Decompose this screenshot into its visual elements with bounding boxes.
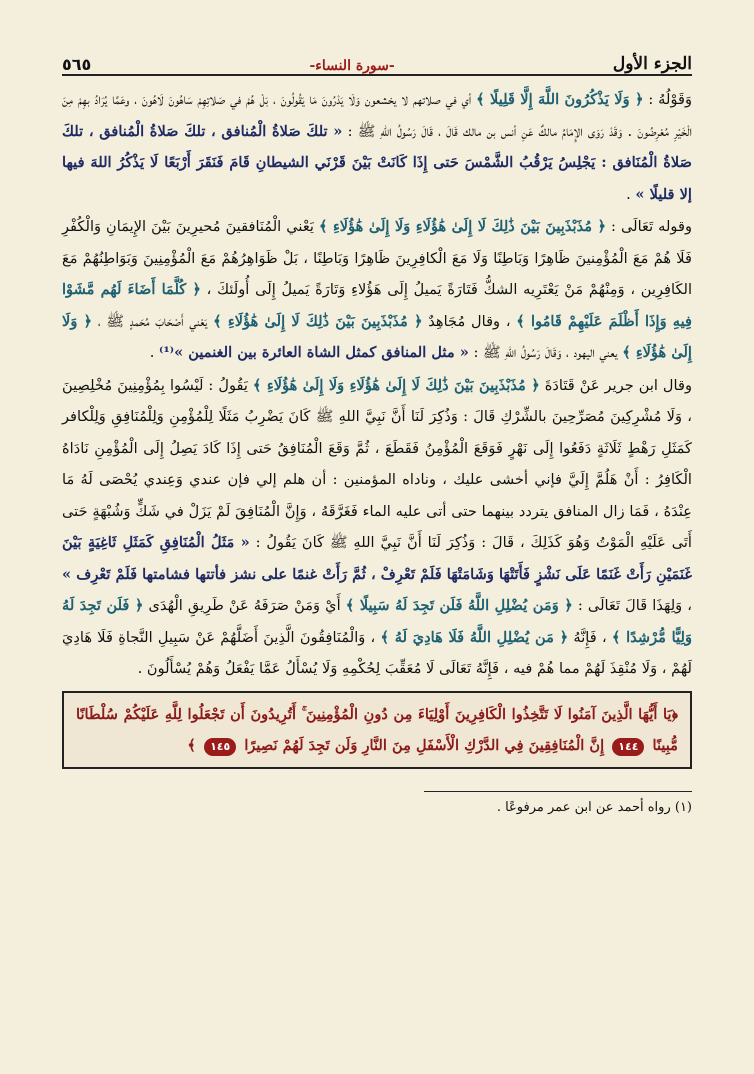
text-run: ، وقال مُجَاهِدٌ	[422, 312, 517, 330]
text-run: يعني اليهود ، وَقَالَ رَسُولُ اللهِ ﷺ :	[468, 344, 623, 361]
text-run: .	[149, 344, 159, 361]
text-run: يَعْني أَصْحَابَ مُحَمدٍ ﷺ ،	[92, 312, 214, 330]
quran-quote: ﴿ مَن يُضْلِلِ اللَّهُ فَلَا هَادِيَ لَهُ ﴾	[380, 628, 569, 646]
surah-title: -سورة النساء-	[309, 58, 395, 74]
text-run: وَقَوْلُهُ :	[643, 91, 693, 108]
text-run: ، وَالْمُنَافِقُونَ الَّذِينَ أَضَلَّهُمْ عَنْ سَبِيلِ النَّجاةِ فَلَا هَادِيَ لَهُمْ ، وَلَا مُنْقِذَ لَهُمْ مما هُمْ فيه ، فَإِنَّهُ تَعَالَى لَا مُعَقِّبَ لِحُكْمِهِ وَلَا يُسْأَلُ عَمَّا يَفْعَلُ وَهُمْ يُسْأَلُونَ .	[62, 628, 692, 677]
text-run: .	[626, 185, 636, 203]
quran-quote: ﴿ وَلَا يَذْكُرُونَ اللَّهَ إِلَّا قَلِيلًا ﴾	[476, 91, 644, 108]
part-title: الجزء الأول	[612, 54, 692, 74]
paragraph	[62, 211, 692, 369]
footnote-separator	[424, 791, 692, 792]
verse-text: إِنَّ الْمُنَافِقِينَ فِي الدَّرْكِ الْأَسْفَلِ مِنَ النَّارِ وَلَن تَجِدَ لَهُمْ نَصِيرًا	[244, 736, 605, 754]
hadith-quote: « مَثَلُ الْمُنَافِقِ كَمَثَلِ ثَاغِيَةٍ بَيْنَ غَنَمَيْنِ رَأَتْ غَنَمًا عَلَى نَشْزٍ فَأَتَتْهَا وَشَامَتْهَا فَلَمْ تَعْرِفْ ، ثُمَّ رَأَتْ غنمًا على نشز فأتتها فشامتها فَلَمْ تَعْرِف »	[62, 534, 692, 583]
commentary-text	[62, 84, 692, 685]
quran-quote: ﴿ مُذَبْذَبِينَ بَيْنَ ذَٰلِكَ لَا إِلَىٰ هَٰؤُلَاءِ ﴾	[213, 312, 423, 330]
footnote: (١) رواه أحمد عن ابن عمر مرفوعًا .	[496, 799, 692, 815]
text-run: وقال ابن جرير عَنْ قَتَادَةَ	[539, 376, 692, 394]
verse-number: ١٤٤	[612, 738, 644, 756]
verse-box	[62, 691, 692, 769]
verse-close-bracket: ﴾	[187, 736, 196, 754]
paragraph	[62, 84, 692, 210]
quran-quote: ﴿ وَلَا إِلَىٰ هَٰؤُلَاءِ ﴾	[62, 312, 692, 361]
text-run: أي في صلاتهم لا يخشعون وَلَا يَدْرُونَ مَا يَقُولُونَ ، بَلْ هُمْ في صَلاتِهِمْ سَاهُونَ لَاهُونَ ، وعَمَّا يُرَادُ بهِمْ مِنَ الْخَيْرِ مُعْرِضُونَ . وَقَدْ رَوَى الإِمَامُ مالكٌ عَنِ أنس بن مالك قَالَ ، قَالَ رَسُولُ اللهِ ﷺ :	[62, 91, 692, 140]
text-run: ، وَلِهَذَا قَالَ تَعَالَى :	[572, 597, 692, 614]
verse-number: ١٤٥	[204, 738, 236, 756]
text-run: أَيْ وَمَنْ صَرَفَهُ عَنْ طَرِيقِ الْهُدَى	[143, 597, 346, 614]
quran-quote: ﴿ فَلَن تَجِدَ لَهُ وَلِيًّا مُّرْشِدًا ﴾	[62, 597, 692, 646]
page-number: ٥٦٥	[62, 55, 92, 74]
verse-text: ﴿يَا أَيُّهَا الَّذِينَ آمَنُوا لَا تَتَّخِذُوا الْكَافِرِينَ أَوْلِيَاءَ مِن دُونِ الْمُؤْمِنِينَ ۚ أَتُرِيدُونَ أَن تَجْعَلُوا لِلَّهِ عَلَيْكُمْ سُلْطَانًا مُّبِينًا	[76, 705, 678, 754]
quran-quote: ﴿ مُذَبْذَبِينَ بَيْنَ ذَٰلِكَ لَا إِلَىٰ هَٰؤُلَاءِ وَلَا إِلَىٰ هَٰؤُلَاءِ ﴾	[318, 218, 607, 235]
text-run: يَقُولُ : لَيْسُوا بِمُؤْمِنِينَ مُخْلِصِينَ ، وَلَا مُشْرِكِينَ مُصَرِّحِينَ بالشِّرْكِ قَالَ : وَذُكِرَ لَنَا أَنَّ نَبِيَّ اللهِ ﷺ كَانَ يَضْرِبُ مَثَلًا لِلْمُؤْمِنِ وَلِلْمُنَافِقِ وَلِلْكافر كَمَثَلِ رَهْطٍ ثَلَاثَةٍ دَفَعُوا إِلَى نَهْرٍ فَوَقَعَ الْمُؤْمِنُ فَقَطَعَ ، ثُمَّ وَقَعَ الْمُنَافِقُ حَتى إِذَا كَادَ يَصِلُ إِلَى الْمُؤْمِنِ نَادَاهُ الْكَافِرُ : أَنْ هَلُمَّ إِلَيَّ فإني أخشى عليك ، وناداه المؤمنين : أن هلم إلي فإن عندي وَعِندي يُحْصَى لَهُ مَا عِنْدَهُ ، فَمَا زال المنافق يتردد بينهما حتى أتى عليه الماء فَغَرَّقَهُ ، وَإِنَّ الْمُنَافِقَ لَمْ يَزَلْ في شَكٍّ وَشُبْهَةٍ حَتى أَتَى عَلَيْهِ الْمَوْتُ وَهُوَ كَذَلِكَ ، قَالَ : وَذُكِرَ لَنَا أَنَّ نَبِيَّ اللهِ ﷺ كَانَ يَقُولُ :	[62, 376, 692, 551]
page-header	[62, 40, 692, 76]
quran-quote: ﴿ كُلَّمَا أَضَاءَ لَهُم مَّشَوْا فِيهِ وَإِذَا أَظْلَمَ عَلَيْهِمْ قَامُوا ﴾	[62, 281, 693, 330]
hadith-quote: « تلكَ صَلاةُ الْمُنافق ، تلكَ صَلاةُ الْمُنافق ، تلكَ صَلاةُ الْمُنَافق : يَجْلِسُ يَرْقُبُ الشَّمْسَ حَتى إِذَا كَانَتْ بَيْنَ قَرْنَي الشيطانِ قَامَ فَنَقَرَ أَرْبَعًا لَا يَذْكُرُ اللهَ فيها إلا قليلًا »	[62, 122, 692, 203]
hadith-quote: « مثل المنافق كمثل الشاة العائرة بين الغنمين »⁽¹⁾	[158, 344, 469, 361]
text-run: يَعْني الْمُنَافقينَ مُحيرِينَ بَيْنَ الإِيمَانِ وَالْكُفْرِ فَلَا هُمْ مَعَ الْمُؤْمِنينَ ظَاهِرًا وَبَاطِنًا وَلَا مَعَ الْكافِرِينَ ظَاهِرًا وَبَاطِنًا ، بَلْ ظَوَاهِرُهُمْ مَعَ الْمُؤْمِنِينَ وَبَوَاطِنُهُمْ مَعَ الكَافِرِين ، وَمِنْهُمْ مَنْ يَعْتَرِيه الشكُّ فَتَارَةً يَميلُ إِلَى هَؤُلاءِ وَتَارَةً يَميلُ إِلَى أُولَئكَ ،	[62, 218, 692, 298]
paragraph	[62, 370, 692, 685]
quran-quote: ﴿ وَمَن يُضْلِلِ اللَّهُ فَلَن تَجِدَ لَهُ سَبِيلًا ﴾	[345, 597, 573, 614]
text-run: ، فَإِنَّهُ	[568, 628, 612, 646]
quran-quote: ﴿ مُذَبْذَبِينَ بَيْنَ ذَٰلِكَ لَا إِلَىٰ هَٰؤُلَاءِ وَلَا إِلَىٰ هَٰؤُلَاءِ ﴾	[252, 376, 540, 394]
text-run: وقوله تَعَالَى :	[606, 218, 692, 235]
